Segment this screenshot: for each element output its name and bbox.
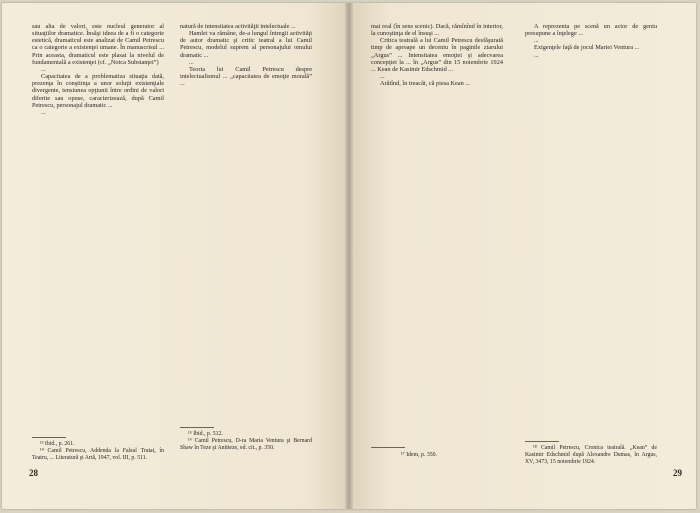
footnote-rule [371, 447, 405, 448]
left-page-column-2 [180, 23, 312, 421]
footnotes-column-2 [525, 445, 657, 466]
paragraph: natură de intensitatea activităţii intelectuale ... [180, 23, 296, 30]
paragraph: A reprezenta pe scenă un actor de geniu presupune a înţelege ... [525, 23, 657, 38]
footnote: ¹⁴ Camil Petrescu, Addenda la Falsul Tratat, în Teatru, ... Literatură şi Artă, 1947, vol. III, p. 511. [32, 448, 164, 462]
right-page [349, 3, 696, 509]
footnotes-column-2 [180, 431, 312, 452]
left-page-column-1 [32, 23, 164, 431]
paragraph: ... [189, 58, 194, 66]
footnote: ¹³ Ibid., p. 261. [40, 441, 75, 447]
footnote-rule [525, 441, 559, 442]
paragraph: Critica teatrală a lui Camil Petrescu desfăşurată timp de aproape un deceniu în paginile ziarului „Argus” ... Intensitatea emoţiei şi adecvarea concepţiei la ... în „Argus” din 15 noiembrie 1924 ... Kean de Kasimir Edschmid ... [371, 37, 503, 73]
paragraph: Hamlet va rămâne, de-a lungul întregii activităţi de autor dramatic şi critic teatral a lui Camil Petrescu, modelul suprem al personajului omului dramatic ... [180, 30, 312, 59]
paragraph: mai real (în sens scenic). Dacă, rămînînd în interior, la cunoştinţa de el însuşi ... [371, 23, 503, 38]
page-number: 28 [29, 468, 38, 478]
footnotes-column-1 [32, 441, 164, 462]
left-page [2, 3, 349, 509]
paragraph: ... [41, 108, 46, 116]
paragraph: ... [534, 37, 539, 45]
book-spread [2, 3, 696, 509]
footnote-rule [180, 427, 214, 428]
footnotes-column-1 [393, 452, 525, 459]
paragraph: ... [380, 73, 385, 81]
paragraph: Exigenţele faţă de jocul Mariei Ventura ... [534, 44, 640, 52]
page-number: 29 [673, 468, 682, 478]
paragraph: Capacitatea de a problematiza situaţia dată, prezenţa în conştiinţa a unor soluţii existenţiale divergente, tensiunea opţiunii între ordini de valori diferite sau opuse, caracterizează, după Camil Petrescu, personajul dramatic ... [32, 73, 164, 109]
footnote-rule [32, 437, 66, 438]
footnote: ¹⁵ Ibid., p. 512. [188, 431, 223, 437]
paragraph: sau alta de valori, este nucleul generator al situaţiilor dramatice. Însăşi ideea de a fi o categorie estetică, dramaticul este analizat de Camil Petrescu ca o categorie a existenţei umane. În manuscrisul ... Prin aceasta, dramaticul este plasat la nivelul de fundamentală a existenţei (cf. „Noica Substanţei”) [32, 23, 164, 66]
paragraph: ... [534, 51, 539, 59]
book-gutter [345, 3, 353, 509]
right-page-column-1 [371, 23, 503, 441]
right-page-column-2 [525, 23, 657, 435]
paragraph: Teoria lui Camil Petrescu despre intelectualismul ... „capacitatea de emoţie morală” ... [180, 65, 312, 88]
footnote: ¹⁸ Camil Petrescu, Cronica teatrală. „Kean” de Kasimir Edschmid după Alexandre Dumas, în Argus, XV, 3473, 15 noiembrie 1924. [525, 445, 657, 465]
paragraph: ... [41, 65, 46, 73]
footnote: ¹⁶ Camil Petrescu, D-ra Maria Ventura şi Bernard Shaw în Teze şi Antiteze, ed. cit., p. 350. [180, 438, 312, 452]
footnote: ¹⁷ Idem, p. 350. [401, 452, 437, 458]
paragraph: Arătînd, în treacăt, că piesa Kean ... [380, 80, 471, 88]
